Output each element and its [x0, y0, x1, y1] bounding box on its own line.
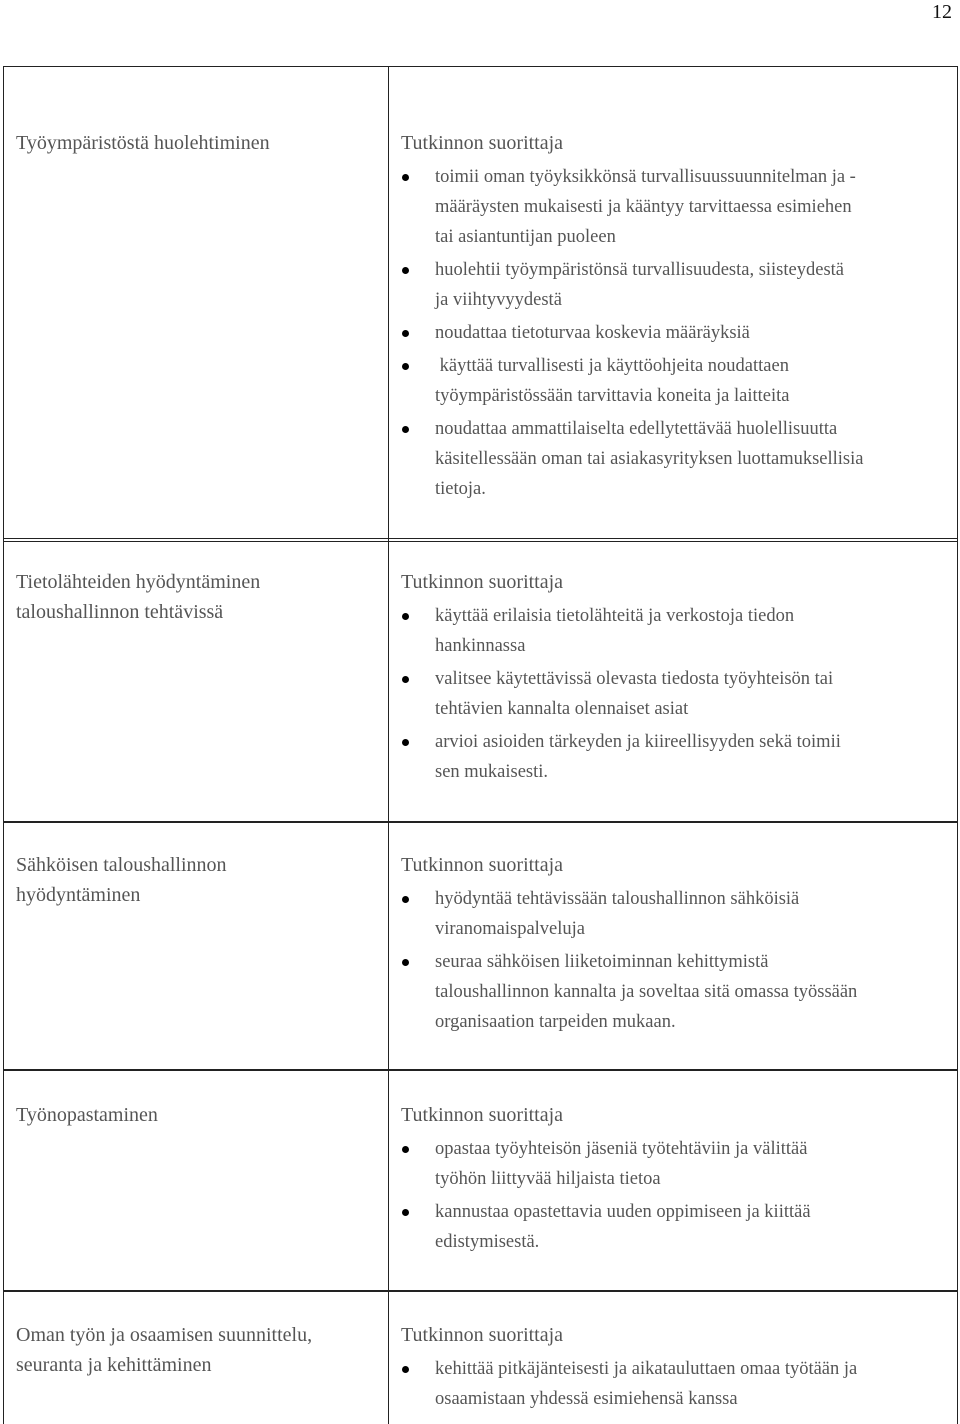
criterion-text: toimii oman työyksikkönsä turvallisuussuunnitelman ja - määräysten mukaisesti ja kääntyy tarvittaessa esimiehen tai asiantuntijan puoleen — [435, 167, 856, 247]
bullet-icon — [402, 426, 409, 433]
list-item — [401, 1197, 949, 1257]
competence-area-cell — [4, 67, 389, 541]
bullet-icon — [402, 267, 409, 274]
competence-area-cell — [4, 1291, 389, 1424]
list-item — [401, 1134, 949, 1194]
bullet-icon — [402, 174, 409, 181]
table-row — [3, 1290, 958, 1424]
bullet-icon — [402, 896, 409, 903]
list-item — [401, 664, 949, 724]
list-item — [401, 947, 949, 1037]
role-label: Tutkinnon suorittaja — [401, 132, 564, 154]
criterion-text: kannustaa opastettavia uuden oppimiseen ja kiittää edistymisestä. — [435, 1202, 811, 1252]
list-item — [401, 884, 949, 944]
list-item — [401, 351, 949, 411]
criteria-cell — [389, 822, 957, 1070]
competence-area-cell — [4, 1070, 389, 1291]
bullet-icon — [402, 1366, 409, 1373]
bullet-icon — [402, 676, 409, 683]
criteria-list — [401, 162, 949, 504]
bullet-icon — [402, 739, 409, 746]
criterion-text: noudattaa ammattilaiselta edellytettävää huolellisuutta käsitellessään oman tai asiakasyrityksen luottamuksellisia tietoja. — [435, 419, 864, 499]
criterion-text: valitsee käytettävissä olevasta tiedosta työyhteisön tai tehtävien kannalta olennaiset asiat — [435, 669, 834, 719]
competence-area-title: Työympäristöstä huolehtiminen — [16, 132, 270, 154]
competence-area-cell — [4, 539, 389, 822]
list-item — [401, 255, 949, 315]
list-item — [401, 414, 949, 504]
criterion-text: käyttää erilaisia tietolähteitä ja verkostoja tiedon hankinnassa — [435, 606, 795, 656]
table-row — [3, 66, 958, 542]
bullet-icon — [402, 1209, 409, 1216]
list-item — [401, 601, 949, 661]
criteria-list — [401, 884, 949, 1037]
criterion-text: kehittää pitkäjänteisesti ja aikatauluttaen omaa työtään ja osaamistaan yhdessä esimiehensä kanssa — [435, 1359, 858, 1409]
criterion-text: hyödyntää tehtävissään taloushallinnon sähköisiä viranomaispalveluja — [435, 889, 800, 939]
bullet-icon — [402, 613, 409, 620]
criterion-text: huolehtii työympäristönsä turvallisuudesta, siisteydestä ja viihtyvyydestä — [435, 260, 844, 310]
criterion-text: käyttää turvallisesti ja käyttöohjeita noudattaen työympäristössään tarvittavia koneita ja laitteita — [435, 356, 790, 406]
list-item — [401, 162, 949, 252]
bullet-icon — [402, 959, 409, 966]
competence-area-cell — [4, 822, 389, 1070]
competence-area-title: Työnopastaminen — [16, 1104, 158, 1126]
role-label: Tutkinnon suorittaja — [401, 1104, 564, 1126]
criterion-text: noudattaa tietoturvaa koskevia määräyksiä — [435, 323, 750, 343]
role-label: Tutkinnon suorittaja — [401, 571, 564, 593]
criterion-text: opastaa työyhteisön jäseniä työtehtäviin ja välittää työhön liittyvää hiljaista tietoa — [435, 1139, 808, 1189]
role-label: Tutkinnon suorittaja — [401, 1324, 564, 1346]
bullet-icon — [402, 330, 409, 337]
criteria-cell — [389, 539, 957, 822]
bullet-icon — [402, 1146, 409, 1153]
list-item — [401, 1354, 949, 1414]
role-label: Tutkinnon suorittaja — [401, 854, 564, 876]
list-item — [401, 318, 949, 348]
table-row — [3, 821, 958, 1071]
criteria-list — [401, 1134, 949, 1257]
table-row — [3, 538, 958, 823]
table-row — [3, 1069, 958, 1292]
bullet-icon — [402, 363, 409, 370]
page-number: 12 — [932, 1, 952, 23]
criteria-list — [401, 1354, 949, 1414]
criteria-cell — [389, 1291, 957, 1424]
competence-area-title: Oman työn ja osaamisen suunnittelu, seuranta ja kehittäminen — [16, 1324, 313, 1376]
criterion-text: arvioi asioiden tärkeyden ja kiireellisyyden sekä toimii sen mukaisesti. — [435, 732, 841, 782]
competence-area-title: Tietolähteiden hyödyntäminen taloushallinnon tehtävissä — [16, 571, 261, 623]
criterion-text: seuraa sähköisen liiketoiminnan kehittymistä taloushallinnon kannalta ja soveltaa sitä omassa työssään organisaation tarpeiden mukaan. — [435, 952, 858, 1032]
criteria-cell — [389, 67, 957, 541]
list-item — [401, 727, 949, 787]
competence-area-title: Sähköisen taloushallinnon hyödyntäminen — [16, 854, 227, 906]
criteria-list — [401, 601, 949, 787]
criteria-cell — [389, 1070, 957, 1291]
